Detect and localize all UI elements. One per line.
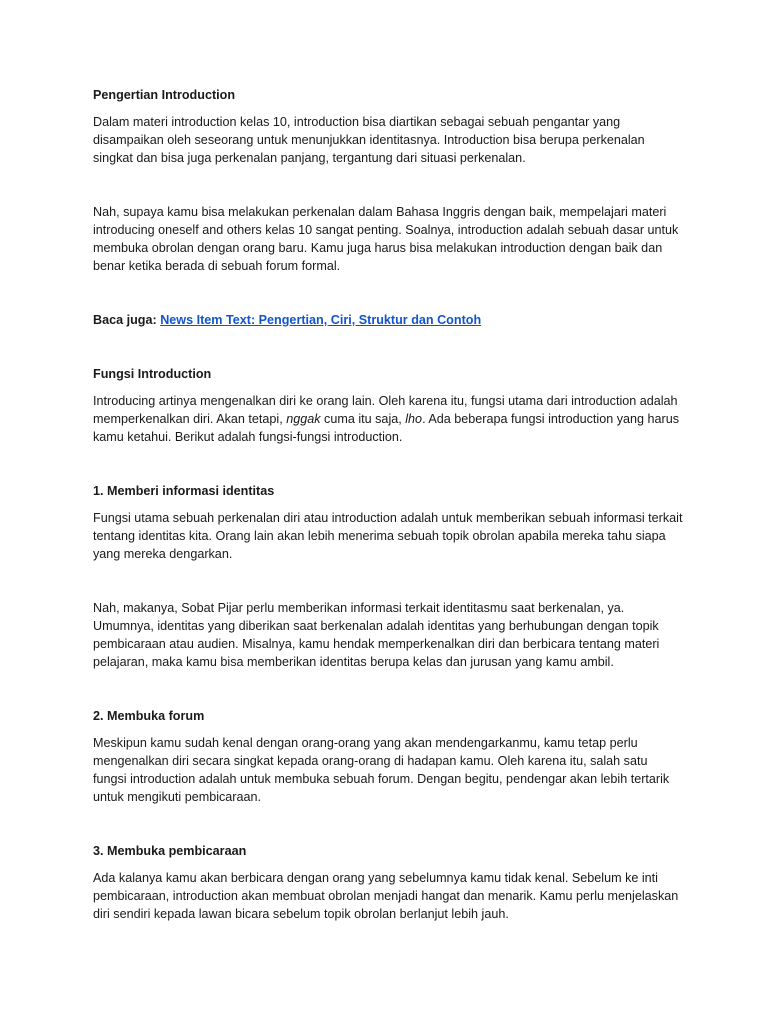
spacer bbox=[93, 671, 683, 707]
baca-juga-link[interactable]: News Item Text: Pengertian, Ciri, Struktur dan Contoh bbox=[160, 313, 482, 327]
paragraph-pengertian-1: Dalam materi introduction kelas 10, introduction bisa diartikan sebagai sebuah pengantar yang disampaikan oleh seseorang untuk menunjukkan identitasnya. Introduction bisa berupa perkenalan singkat dan bisa juga perkenalan panjang, tergantung dari situasi perkenalan. bbox=[93, 115, 645, 165]
fungsi-text-c: . Ada beberapa fungsi introduction yang harus kamu ketahui. Berikut adalah fungsi-fungsi introduction. bbox=[93, 412, 680, 444]
baca-juga-label: Baca juga: bbox=[93, 313, 157, 327]
spacer bbox=[93, 329, 683, 365]
heading-fungsi: Fungsi Introduction bbox=[93, 367, 212, 381]
spacer bbox=[93, 275, 683, 311]
spacer bbox=[93, 446, 683, 482]
heading-item-3: 3. Membuka pembicaraan bbox=[93, 844, 247, 858]
spacer bbox=[93, 167, 683, 203]
spacer bbox=[93, 806, 683, 842]
article-body bbox=[93, 86, 683, 923]
paragraph-pengertian-2: Nah, supaya kamu bisa melakukan perkenalan dalam Bahasa Inggris dengan baik, mempelajari materi introducing oneself and others kelas 10 sangat penting. Soalnya, introduction adalah sebuah dasar untuk membuka obrolan dengan orang baru. Kamu juga harus bisa melakukan introduction dengan baik dan benar ketika berada di sebuah forum formal. bbox=[93, 205, 679, 273]
fungsi-italic-nggak: nggak bbox=[286, 412, 321, 426]
paragraph-item-1-a: Fungsi utama sebuah perkenalan diri atau introduction adalah untuk memberikan sebuah informasi terkait tentang identitas kita. Orang lain akan lebih menerima sebuah topik obrolan apabila mereka tahu siapa yang mereka dengarkan. bbox=[93, 511, 683, 561]
heading-item-1: 1. Memberi informasi identitas bbox=[93, 484, 275, 498]
heading-item-2: 2. Membuka forum bbox=[93, 709, 205, 723]
baca-juga-line bbox=[93, 311, 683, 329]
paragraph-item-1-b: Nah, makanya, Sobat Pijar perlu memberikan informasi terkait identitasmu saat berkenalan, ya. Umumnya, identitas yang diberikan saat berkenalan adalah identitas yang berhubungan dengan topik pembicaraan atau audien. Misalnya, kamu hendak memperkenalkan diri dan berbicara tentang materi pelajaran, maka kamu bisa memberikan identitas berupa kelas dan jurusan yang kamu ambil. bbox=[93, 601, 660, 669]
spacer bbox=[93, 563, 683, 599]
paragraph-item-2: Meskipun kamu sudah kenal dengan orang-orang yang akan mendengarkanmu, kamu tetap perlu mengenalkan diri secara singkat kepada orang-orang di hadapan kamu. Oleh karena itu, salah satu fungsi introduction adalah untuk membuka sebuah forum. Dengan begitu, pendengar akan lebih tertarik untuk mengikuti pembicaraan. bbox=[93, 736, 670, 804]
paragraph-item-3: Ada kalanya kamu akan berbicara dengan orang yang sebelumnya kamu tidak kenal. Sebelum ke inti pembicaraan, introduction akan membuat obrolan menjadi hangat dan menarik. Kamu perlu menjelaskan diri sendiri kepada lawan bicara sebelum topik obrolan berlanjut lebih jauh. bbox=[93, 871, 679, 921]
heading-pengertian: Pengertian Introduction bbox=[93, 88, 236, 102]
fungsi-italic-lho: lho bbox=[405, 412, 423, 426]
fungsi-text-a: Introducing artinya mengenalkan diri ke orang lain. Oleh karena itu, fungsi utama dari introduction adalah memperkenalkan diri. Akan tetapi, bbox=[93, 394, 678, 426]
fungsi-text-b: cuma itu saja, bbox=[320, 412, 406, 426]
paragraph-fungsi-1 bbox=[93, 392, 683, 446]
